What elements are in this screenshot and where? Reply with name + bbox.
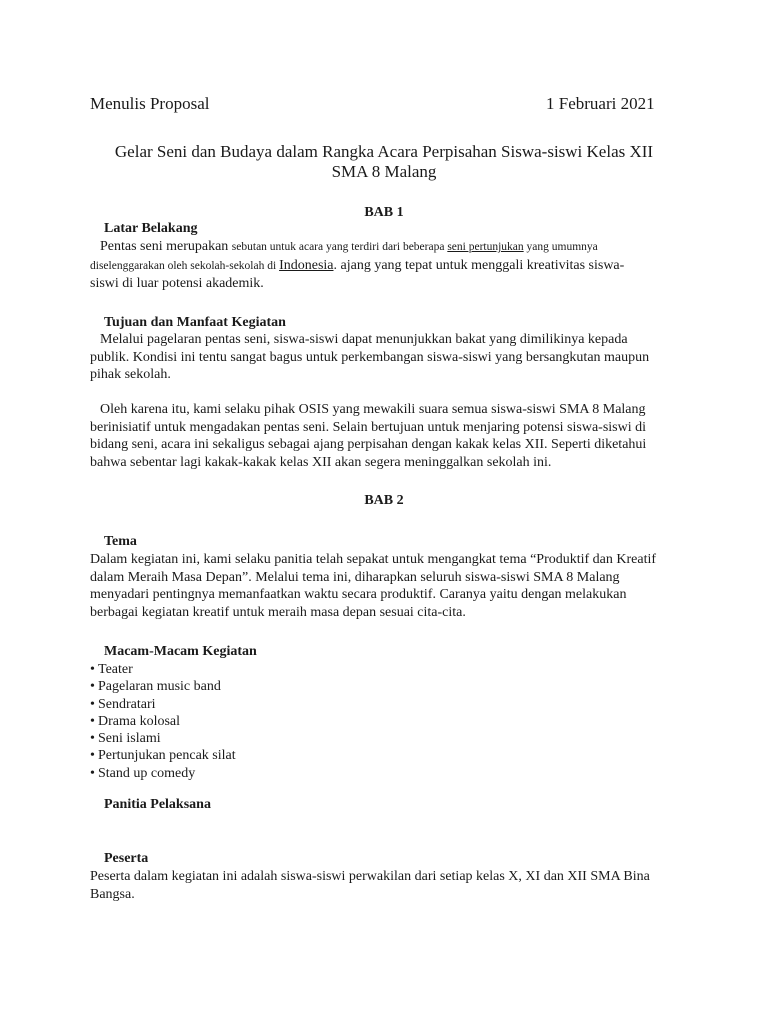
paragraph-line: bidang seni, acara ini sekaligus sebagai ajang perpisahan dengan kakak kelas XII. Seperti diketahui <box>90 437 647 452</box>
paragraph-line: menyadari pentingnya memanfaatkan waktu secara produktif. Caranya yaitu dengan melakukan <box>90 587 627 602</box>
list-item <box>90 696 236 713</box>
document-title-line-1: Gelar Seni dan Budaya dalam Rangka Acara Perpisahan Siswa-siswi Kelas XII <box>114 142 654 161</box>
list-item-text: Stand up comedy <box>98 765 196 781</box>
list-item <box>90 661 236 678</box>
latar-text: diselenggarakan oleh sekolah-sekolah di <box>90 259 280 272</box>
bullet-icon: • <box>90 748 95 764</box>
chapter-heading-bab-1: BAB 1 <box>364 205 404 220</box>
list-item-text: Pagelaran music band <box>98 679 221 695</box>
bullet-icon: • <box>90 696 95 712</box>
bullet-icon: • <box>90 679 95 695</box>
bullet-icon: • <box>90 662 95 677</box>
paragraph-line: publik. Kondisi ini tentu sangat bagus untuk perkembangan siswa-siswi yang bersangkutan maupun <box>90 349 650 365</box>
bullet-icon: • <box>90 765 95 781</box>
latar-text: yang umumnya <box>523 241 598 253</box>
list-item <box>90 747 236 764</box>
document-title-line-2: SMA 8 Malang <box>331 162 437 181</box>
paragraph-line: Bangsa. <box>90 886 135 902</box>
paragraph-line: Peserta dalam kegiatan ini adalah siswa-siswi perwakilan dari setiap kelas X, XI dan XII SMA Bina <box>90 869 650 884</box>
tujuan-paragraph-2 <box>90 401 680 471</box>
list-item-text: Sendratari <box>98 696 156 712</box>
list-item-text: Drama kolosal <box>98 713 181 729</box>
paragraph-line: Melalui pagelaran pentas seni, siswa-siswi dapat menunjukkan bakat yang dimilikinya kepada <box>100 332 628 347</box>
section-heading-panitia: Panitia Pelaksana <box>104 797 211 812</box>
peserta-paragraph <box>90 868 680 903</box>
bullet-icon: • <box>90 713 95 729</box>
header-date: 1 Februari 2021 <box>546 94 655 113</box>
section-heading-tujuan: Tujuan dan Manfaat Kegiatan <box>104 315 286 330</box>
seni-pertunjukan-link[interactable]: seni pertunjukan <box>447 241 524 253</box>
paragraph-line: Oleh karena itu, kami selaku pihak OSIS yang mewakili suara semua siswa-siswi SMA 8 Malang <box>100 402 646 417</box>
list-item-text: Teater <box>98 662 133 677</box>
section-heading-latar-belakang: Latar Belakang <box>104 221 198 236</box>
list-item <box>90 713 236 730</box>
paragraph-line: dalam Meraih Masa Depan”. Melalui tema ini, diharapkan seluruh siswa-siswi SMA 8 Malang <box>90 569 620 585</box>
latar-text: siswi di luar potensi akademik. <box>90 276 264 291</box>
paragraph-line: berinisiatif untuk mengadakan pentas seni. Selain bertujuan untuk menjaring potensi siswa-siswi di <box>90 419 647 435</box>
tujuan-paragraph-1 <box>90 331 680 384</box>
section-heading-peserta: Peserta <box>104 851 149 866</box>
latar-text: sebutan untuk acara yang terdiri dari beberapa <box>231 241 448 253</box>
latar-text: . ajang yang tepat untuk menggali kreativitas siswa- <box>333 257 625 273</box>
paragraph-line: Dalam kegiatan ini, kami selaku panitia telah sepakat untuk mengangkat tema “Produktif dan Kreatif <box>90 552 657 567</box>
list-item <box>90 678 236 695</box>
list-item <box>90 730 236 747</box>
paragraph-line: bahwa sebentar lagi kakak-kakak kelas XII akan segera meninggalkan sekolah ini. <box>90 454 552 470</box>
header-left: Menulis Proposal <box>90 94 210 113</box>
section-heading-macam-kegiatan: Macam-Macam Kegiatan <box>104 644 257 659</box>
indonesia-link[interactable]: Indonesia <box>279 257 334 273</box>
list-item-text: Seni islami <box>98 731 161 747</box>
paragraph-line: berbagai kegiatan kreatif untuk meraih masa depan sesuai cita-cita. <box>90 604 466 620</box>
tema-paragraph <box>90 551 680 621</box>
paragraph-line: pihak sekolah. <box>90 367 171 382</box>
list-item <box>90 765 236 782</box>
section-heading-tema: Tema <box>104 534 137 549</box>
latar-text: Pentas seni merupakan <box>100 239 232 254</box>
latar-belakang-paragraph <box>90 238 680 293</box>
bullet-icon: • <box>90 731 95 747</box>
chapter-heading-bab-2: BAB 2 <box>364 493 404 508</box>
list-item-text: Pertunjukan pencak silat <box>98 748 236 764</box>
kegiatan-list <box>90 661 236 782</box>
